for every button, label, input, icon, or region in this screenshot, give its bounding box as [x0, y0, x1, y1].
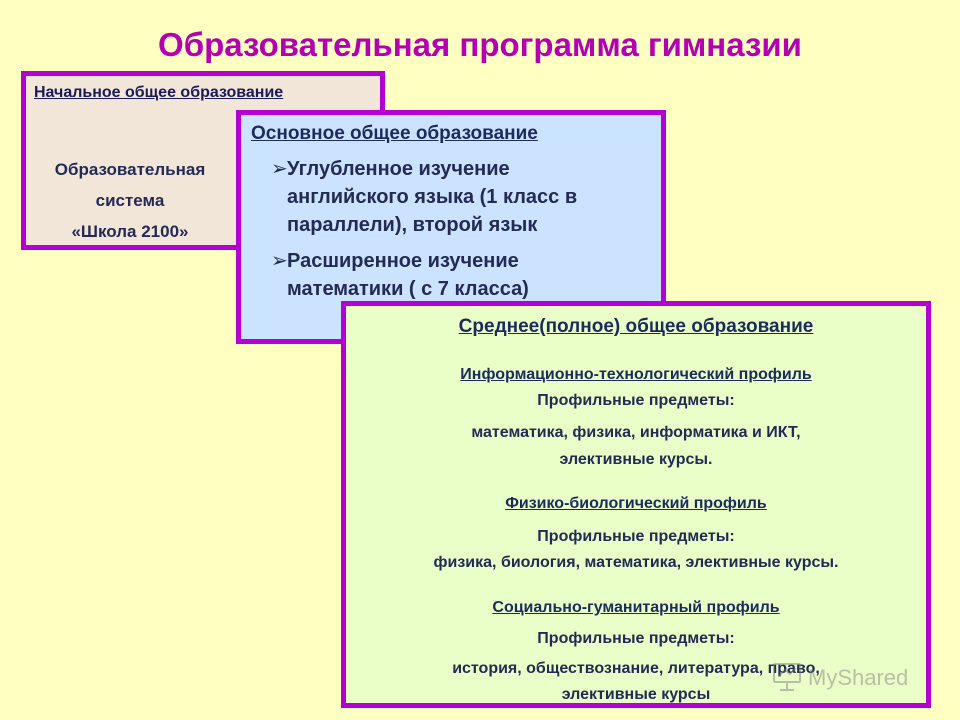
system-line: система [95, 191, 165, 210]
bullet-line: английского языка (1 класс в [287, 186, 578, 208]
presentation-icon [774, 664, 800, 690]
profile-subjects: элективные курсы [561, 686, 711, 703]
secondary-education-box [341, 301, 931, 708]
bullet-line: Углубленное изучение [287, 158, 510, 180]
profile-subjects: элективные курсы. [559, 451, 713, 468]
bullet-item [271, 155, 656, 239]
education-system [26, 154, 234, 247]
profile-subjects: история, обществознание, литература, право, [452, 660, 820, 677]
system-line: «Школа 2100» [71, 222, 189, 241]
page-title: Образовательная программа гимназии [158, 26, 802, 63]
bullet-item [271, 247, 656, 303]
bullet-arrow-icon: ➢ [271, 158, 288, 180]
profile-subjects: физика, биология, математика, элективные курсы. [433, 554, 839, 571]
svg-text:MyShared: MyShared [808, 665, 909, 690]
system-line: Образовательная [54, 160, 206, 179]
bullet-line: математики ( с 7 класса) [287, 278, 529, 300]
profile-subjects-label: Профильные предметы: [537, 528, 735, 545]
basic-education-heading[interactable]: Основное общее образование [251, 123, 538, 144]
profile-name[interactable]: Информационно-технологический профиль [460, 366, 812, 383]
profile-subjects-label: Профильные предметы: [537, 630, 735, 647]
profile-subjects-label: Профильные предметы: [537, 392, 735, 409]
profile-name[interactable]: Социально-гуманитарный профиль [492, 599, 780, 616]
bullet-arrow-icon: ➢ [271, 250, 288, 272]
profile-subjects: математика, физика, информатика и ИКТ, [471, 424, 801, 441]
watermark-logo [770, 656, 930, 696]
bullet-line: Расширенное изучение [287, 250, 519, 272]
secondary-education-heading[interactable]: Среднее(полное) общее образование [458, 316, 814, 337]
profile-name[interactable]: Физико-биологический профиль [505, 495, 767, 512]
primary-education-heading[interactable]: Начальное общее образование [34, 84, 284, 101]
bullet-line: параллели), второй язык [287, 214, 538, 236]
